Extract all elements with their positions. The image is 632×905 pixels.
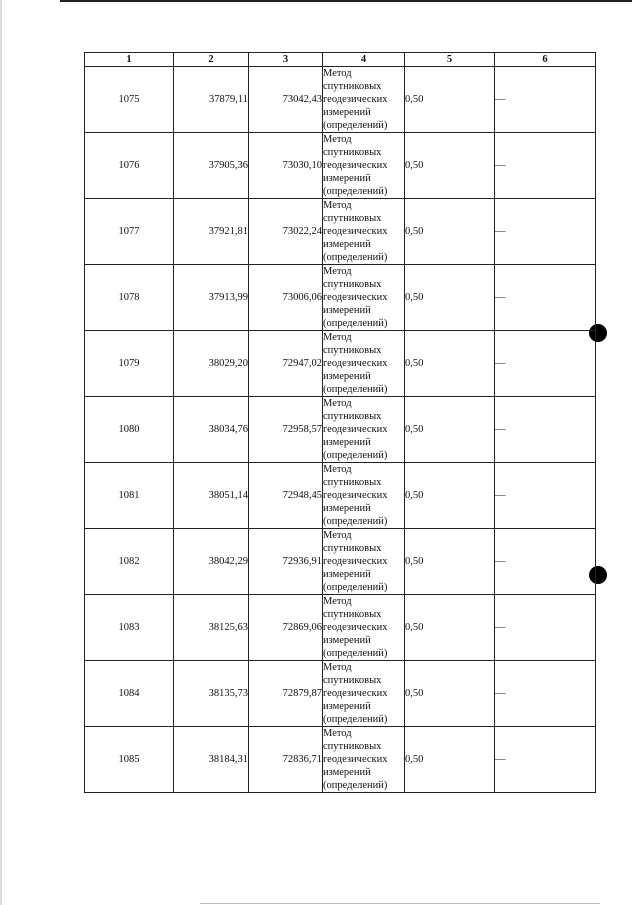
method-cell-text: Метод спутниковых геодезических измерений (определений) <box>323 596 388 659</box>
note-cell-text: — <box>495 556 506 567</box>
x-coordinate-cell <box>174 397 249 463</box>
note-cell-text: — <box>495 226 506 237</box>
accuracy-cell <box>405 661 495 727</box>
x-coordinate-cell-text: 38135,73 <box>208 688 248 699</box>
column-header-method: 4 <box>323 53 405 67</box>
x-coordinate-cell <box>174 199 249 265</box>
x-coordinate-cell <box>174 727 249 793</box>
note-cell <box>495 463 596 529</box>
accuracy-cell-text: 0,50 <box>405 424 424 435</box>
column-header-point-number: 1 <box>85 53 174 67</box>
accuracy-cell-text: 0,50 <box>405 94 424 105</box>
table-row <box>85 331 596 397</box>
point-number-cell <box>85 67 174 133</box>
method-cell <box>323 397 405 463</box>
accuracy-cell-text: 0,50 <box>405 490 424 501</box>
method-cell-text: Метод спутниковых геодезических измерений (определений) <box>323 332 388 395</box>
y-coordinate-cell <box>249 661 323 727</box>
y-coordinate-cell-text: 72879,87 <box>282 688 322 699</box>
y-coordinate-cell <box>249 331 323 397</box>
accuracy-cell <box>405 463 495 529</box>
note-cell <box>495 199 596 265</box>
method-cell <box>323 595 405 661</box>
y-coordinate-cell <box>249 529 323 595</box>
x-coordinate-cell-text: 38034,76 <box>208 424 248 435</box>
note-cell-text: — <box>495 688 506 699</box>
accuracy-cell <box>405 133 495 199</box>
y-coordinate-cell <box>249 265 323 331</box>
y-coordinate-cell-text: 72947,02 <box>282 358 322 369</box>
table-row <box>85 265 596 331</box>
x-coordinate-cell-text: 38042,29 <box>208 556 248 567</box>
coordinates-table <box>84 52 596 793</box>
accuracy-cell-text: 0,50 <box>405 160 424 171</box>
accuracy-cell <box>405 529 495 595</box>
point-number-cell-text: 1076 <box>118 160 140 171</box>
accuracy-cell <box>405 727 495 793</box>
y-coordinate-cell <box>249 727 323 793</box>
x-coordinate-cell-text: 38029,20 <box>208 358 248 369</box>
accuracy-cell <box>405 331 495 397</box>
note-cell-text: — <box>495 754 506 765</box>
x-coordinate-cell-text: 37921,81 <box>208 226 248 237</box>
y-coordinate-cell-text: 73006,06 <box>282 292 322 303</box>
x-coordinate-cell <box>174 463 249 529</box>
column-header-accuracy: 5 <box>405 53 495 67</box>
accuracy-cell-text: 0,50 <box>405 226 424 237</box>
note-cell <box>495 331 596 397</box>
column-header-note: 6 <box>495 53 596 67</box>
x-coordinate-cell <box>174 133 249 199</box>
point-number-cell <box>85 265 174 331</box>
point-number-cell-text: 1085 <box>118 754 140 765</box>
note-cell <box>495 67 596 133</box>
method-cell <box>323 199 405 265</box>
note-cell-text: — <box>495 160 506 171</box>
column-header-x: 2 <box>174 53 249 67</box>
y-coordinate-cell <box>249 397 323 463</box>
x-coordinate-cell <box>174 331 249 397</box>
table-row <box>85 661 596 727</box>
accuracy-cell <box>405 67 495 133</box>
point-number-cell-text: 1078 <box>118 292 140 303</box>
x-coordinate-cell <box>174 67 249 133</box>
y-coordinate-cell-text: 72958,57 <box>282 424 322 435</box>
point-number-cell-text: 1075 <box>118 94 140 105</box>
accuracy-cell-text: 0,50 <box>405 292 424 303</box>
note-cell <box>495 265 596 331</box>
table-row <box>85 67 596 133</box>
point-number-cell <box>85 133 174 199</box>
accuracy-cell-text: 0,50 <box>405 622 424 633</box>
accuracy-cell <box>405 397 495 463</box>
method-cell-text: Метод спутниковых геодезических измерений (определений) <box>323 68 388 131</box>
point-number-cell-text: 1082 <box>118 556 140 567</box>
accuracy-cell-text: 0,50 <box>405 754 424 765</box>
point-number-cell <box>85 397 174 463</box>
note-cell-text: — <box>495 622 506 633</box>
method-cell-text: Метод спутниковых геодезических измерений (определений) <box>323 266 388 329</box>
note-cell <box>495 529 596 595</box>
x-coordinate-cell <box>174 595 249 661</box>
x-coordinate-cell-text: 37905,36 <box>208 160 248 171</box>
point-number-cell-text: 1079 <box>118 358 140 369</box>
note-cell-text: — <box>495 424 506 435</box>
point-number-cell-text: 1081 <box>118 490 140 501</box>
method-cell <box>323 67 405 133</box>
table-header-row <box>85 53 596 67</box>
table-row <box>85 529 596 595</box>
page-left-edge <box>0 0 2 905</box>
point-number-cell-text: 1083 <box>118 622 140 633</box>
method-cell-text: Метод спутниковых геодезических измерений (определений) <box>323 662 388 725</box>
y-coordinate-cell-text: 72936,91 <box>282 556 322 567</box>
table-row <box>85 397 596 463</box>
method-cell-text: Метод спутниковых геодезических измерений (определений) <box>323 134 388 197</box>
method-cell <box>323 529 405 595</box>
accuracy-cell-text: 0,50 <box>405 688 424 699</box>
table-row <box>85 133 596 199</box>
x-coordinate-cell-text: 38051,14 <box>208 490 248 501</box>
point-number-cell-text: 1080 <box>118 424 140 435</box>
point-number-cell-text: 1077 <box>118 226 140 237</box>
point-number-cell <box>85 331 174 397</box>
method-cell <box>323 661 405 727</box>
x-coordinate-cell-text: 38184,31 <box>208 754 248 765</box>
point-number-cell <box>85 463 174 529</box>
point-number-cell <box>85 595 174 661</box>
table-row <box>85 595 596 661</box>
y-coordinate-cell-text: 72869,06 <box>282 622 322 633</box>
point-number-cell <box>85 529 174 595</box>
note-cell-text: — <box>495 490 506 501</box>
point-number-cell <box>85 199 174 265</box>
y-coordinate-cell <box>249 199 323 265</box>
table-row <box>85 463 596 529</box>
y-coordinate-cell <box>249 133 323 199</box>
x-coordinate-cell-text: 37913,99 <box>208 292 248 303</box>
y-coordinate-cell <box>249 67 323 133</box>
page-top-edge <box>60 0 632 2</box>
method-cell <box>323 727 405 793</box>
column-header-y: 3 <box>249 53 323 67</box>
point-number-cell <box>85 661 174 727</box>
table-row <box>85 199 596 265</box>
method-cell <box>323 331 405 397</box>
note-cell <box>495 661 596 727</box>
note-cell <box>495 397 596 463</box>
accuracy-cell-text: 0,50 <box>405 556 424 567</box>
method-cell <box>323 133 405 199</box>
note-cell-text: — <box>495 358 506 369</box>
method-cell-text: Метод спутниковых геодезических измерений (определений) <box>323 464 388 527</box>
table-row <box>85 727 596 793</box>
note-cell <box>495 595 596 661</box>
y-coordinate-cell-text: 73022,24 <box>282 226 322 237</box>
point-number-cell <box>85 727 174 793</box>
x-coordinate-cell <box>174 661 249 727</box>
method-cell <box>323 265 405 331</box>
x-coordinate-cell <box>174 265 249 331</box>
method-cell-text: Метод спутниковых геодезических измерений (определений) <box>323 530 388 593</box>
note-cell <box>495 727 596 793</box>
y-coordinate-cell <box>249 463 323 529</box>
y-coordinate-cell-text: 73042,43 <box>282 94 322 105</box>
note-cell-text: — <box>495 292 506 303</box>
y-coordinate-cell-text: 72948,45 <box>282 490 322 501</box>
method-cell-text: Метод спутниковых геодезических измерений (определений) <box>323 728 388 791</box>
y-coordinate-cell-text: 72836,71 <box>282 754 322 765</box>
method-cell-text: Метод спутниковых геодезических измерений (определений) <box>323 200 388 263</box>
x-coordinate-cell-text: 38125,63 <box>208 622 248 633</box>
accuracy-cell <box>405 265 495 331</box>
page-bottom-edge <box>200 903 600 904</box>
accuracy-cell <box>405 199 495 265</box>
note-cell <box>495 133 596 199</box>
method-cell <box>323 463 405 529</box>
accuracy-cell <box>405 595 495 661</box>
y-coordinate-cell <box>249 595 323 661</box>
x-coordinate-cell-text: 37879,11 <box>209 94 248 105</box>
y-coordinate-cell-text: 73030,10 <box>282 160 322 171</box>
x-coordinate-cell <box>174 529 249 595</box>
point-number-cell-text: 1084 <box>118 688 140 699</box>
note-cell-text: — <box>495 94 506 105</box>
method-cell-text: Метод спутниковых геодезических измерений (определений) <box>323 398 388 461</box>
accuracy-cell-text: 0,50 <box>405 358 424 369</box>
